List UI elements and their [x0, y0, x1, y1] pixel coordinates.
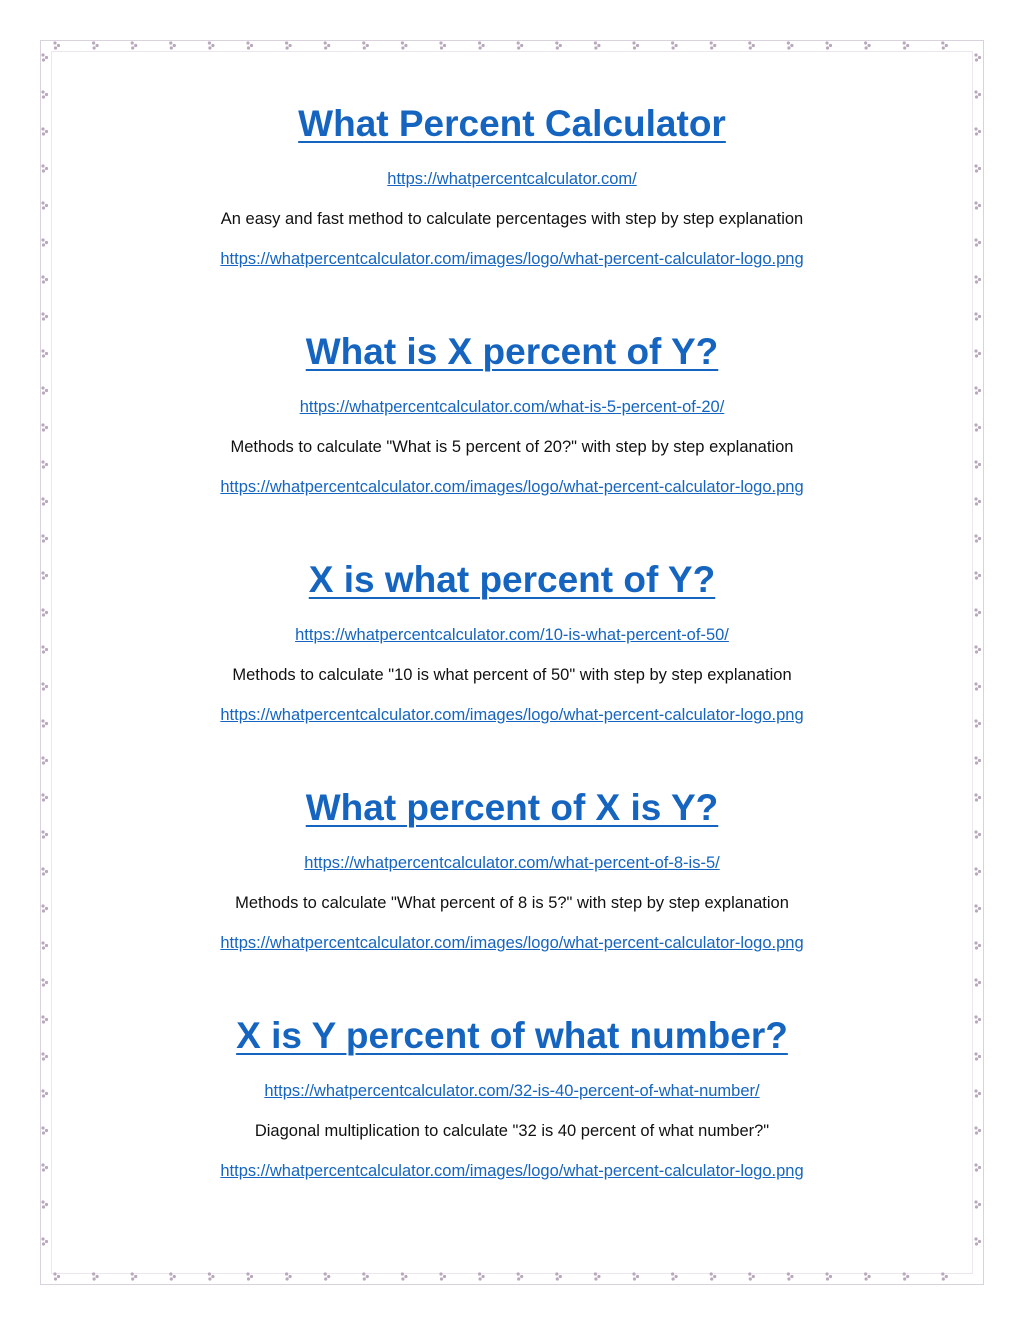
section-description: Methods to calculate "10 is what percent of 50" with step by step explanation	[232, 666, 792, 684]
section-description: Diagonal multiplication to calculate "32 is 40 percent of what number?"	[254, 1122, 770, 1140]
section-title[interactable]: What percent of X is Y?	[305, 787, 719, 828]
section-image-link[interactable]: https://whatpercentcalculator.com/images/logo/what-percent-calculator-logo.png	[220, 250, 804, 268]
section-url-link[interactable]: https://whatpercentcalculator.com/what-percent-of-8-is-5/	[304, 854, 720, 872]
section-description: An easy and fast method to calculate percentages with step by step explanation	[220, 210, 804, 228]
section-title[interactable]: What Percent Calculator	[298, 103, 726, 144]
section-description: Methods to calculate "What percent of 8 is 5?" with step by step explanation	[235, 894, 789, 912]
section-url-link[interactable]: https://whatpercentcalculator.com/32-is-40-percent-of-what-number/	[264, 1082, 760, 1100]
section-title[interactable]: What is X percent of Y?	[305, 331, 719, 372]
section-image-link[interactable]: https://whatpercentcalculator.com/images/logo/what-percent-calculator-logo.png	[220, 478, 804, 496]
section-description: Methods to calculate "What is 5 percent of 20?" with step by step explanation	[230, 438, 794, 456]
section-url-link[interactable]: https://whatpercentcalculator.com/what-is-5-percent-of-20/	[299, 398, 725, 416]
section-title[interactable]: X is what percent of Y?	[308, 559, 716, 600]
section-url-link[interactable]: https://whatpercentcalculator.com/	[387, 170, 637, 188]
section-url-link[interactable]: https://whatpercentcalculator.com/10-is-what-percent-of-50/	[295, 626, 729, 644]
section-image-link[interactable]: https://whatpercentcalculator.com/images/logo/what-percent-calculator-logo.png	[220, 1162, 804, 1180]
section-image-link[interactable]: https://whatpercentcalculator.com/images/logo/what-percent-calculator-logo.png	[220, 706, 804, 724]
section-title[interactable]: X is Y percent of what number?	[236, 1015, 788, 1056]
section-image-link[interactable]: https://whatpercentcalculator.com/images/logo/what-percent-calculator-logo.png	[220, 934, 804, 952]
